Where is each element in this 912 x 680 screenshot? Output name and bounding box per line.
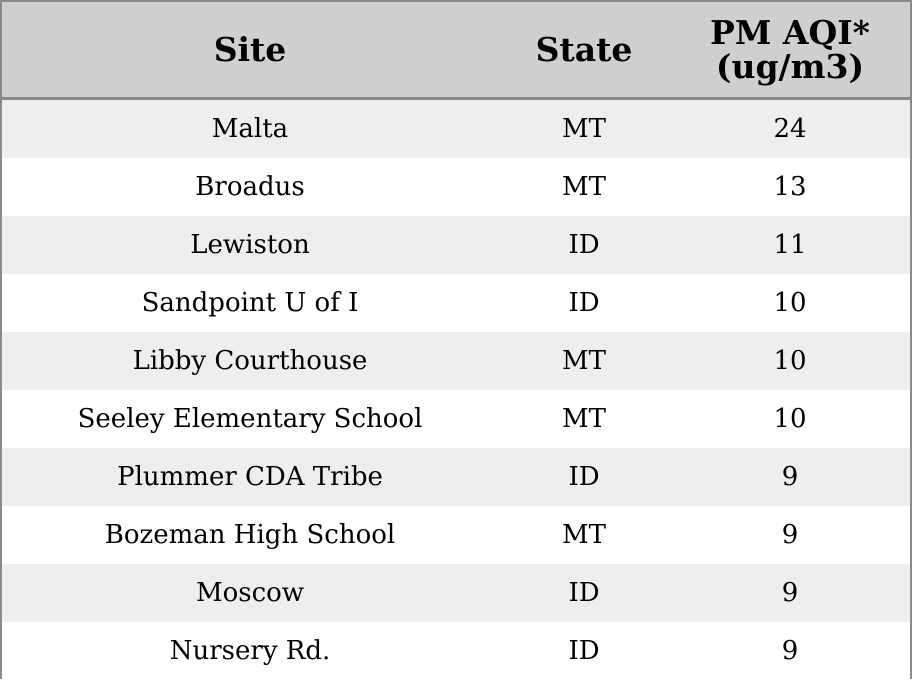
- table-row: [2, 158, 910, 216]
- table-row: [2, 216, 910, 274]
- table-row: [2, 332, 910, 390]
- table-row: [2, 506, 910, 564]
- header-state: State: [535, 29, 633, 69]
- cell-site: Malta: [211, 114, 289, 144]
- table-body: [2, 100, 910, 680]
- cell-state: MT: [562, 404, 606, 434]
- cell-site: Nursery Rd.: [169, 636, 331, 666]
- header-pm-aqi-unit: (ug/m3): [715, 46, 865, 86]
- cell-site: Moscow: [195, 578, 305, 608]
- cell-state: MT: [562, 172, 606, 202]
- table-row: [2, 622, 910, 680]
- table-row: [2, 564, 910, 622]
- cell-state: ID: [568, 636, 600, 666]
- table-row: [2, 100, 910, 158]
- cell-state: MT: [562, 346, 606, 376]
- cell-site: Seeley Elementary School: [77, 404, 423, 434]
- cell-state: ID: [568, 230, 600, 260]
- header-pm-aqi: [670, 2, 910, 97]
- cell-pm-aqi: 11: [773, 230, 807, 260]
- cell-pm-aqi: 10: [773, 288, 807, 318]
- cell-state: ID: [568, 578, 600, 608]
- header-pm-aqi-line1: PM AQI*: [710, 12, 870, 52]
- cell-pm-aqi: 13: [773, 172, 807, 202]
- cell-pm-aqi: 9: [781, 636, 799, 666]
- cell-site: Libby Courthouse: [132, 346, 368, 376]
- cell-pm-aqi: 10: [773, 346, 807, 376]
- table-row: [2, 390, 910, 448]
- header-site: Site: [213, 29, 287, 69]
- cell-site: Broadus: [195, 172, 305, 202]
- cell-site: Sandpoint U of I: [141, 288, 359, 318]
- cell-pm-aqi: 9: [781, 462, 799, 492]
- cell-site: Bozeman High School: [104, 520, 396, 550]
- cell-state: ID: [568, 462, 600, 492]
- cell-pm-aqi: 9: [781, 520, 799, 550]
- table-row: [2, 448, 910, 506]
- cell-site: Lewiston: [190, 230, 310, 260]
- table-row: [2, 274, 910, 332]
- cell-state: MT: [562, 520, 606, 550]
- cell-pm-aqi: 10: [773, 404, 807, 434]
- cell-state: ID: [568, 288, 600, 318]
- table-header: [2, 2, 910, 100]
- cell-state: MT: [562, 114, 606, 144]
- cell-pm-aqi: 9: [781, 578, 799, 608]
- cell-site: Plummer CDA Tribe: [117, 462, 383, 492]
- cell-pm-aqi: 24: [773, 114, 807, 144]
